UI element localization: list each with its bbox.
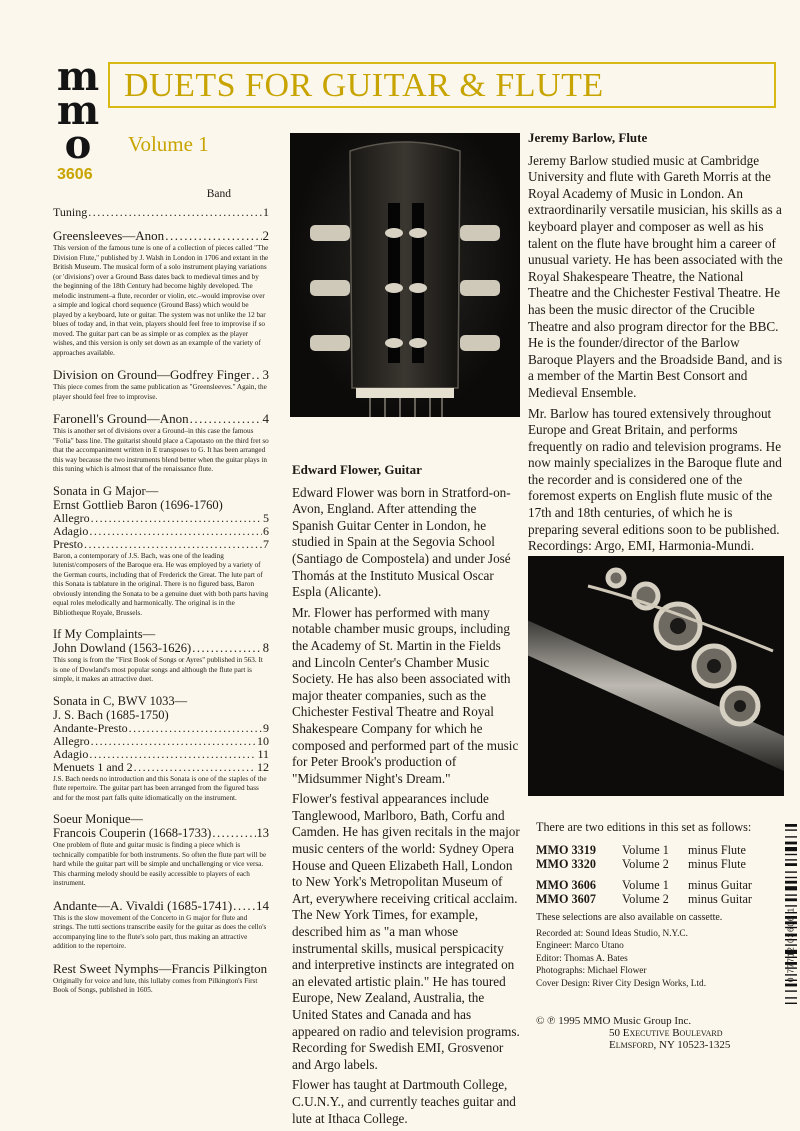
volume-label: Volume 1 [128,132,209,156]
track-number: 2 [262,228,269,243]
piece-title: If My Complaints— [53,627,156,641]
track-title: Andante—A. Vivaldi (1685-1741) [53,897,233,913]
credit-line: Editor: Thomas A. Bates [536,953,628,964]
logo-letter: m [56,87,98,134]
track-number: 12 [257,760,269,774]
title-box [108,62,776,108]
edition-code: MMO 3319 [536,843,596,857]
barlow-bio [528,130,784,559]
movement-title: Allegro [53,511,90,525]
contents-row [53,367,269,382]
band-label: Band [206,188,231,200]
mmo-logo [54,53,100,168]
track-description: Originally for voice and lute, this lullaby comes from Pilkington's First Book of Songs, published in 1605. [53,976,258,994]
bio-paragraph: Mr. Flower has performed with many notable chamber music groups, including the Academy of St. Martin in the Fields and Lincoln Center's Chamber Music Society. He has also been associated with major theater companies, such as the Chichester Festival Theatre and Royal Shakespeare Company for which he composed and performed part of the music for Peter Brook's production of "Midsummer Night's Dream." [292,604,519,786]
contents-row [53,826,269,840]
movement-title: Allegro [53,734,90,748]
edition-volume: Volume 2 [622,892,669,906]
cassette-note: These selections are also available on cassette. [536,912,723,923]
contents-list [53,188,269,996]
edition-volume: Volume 1 [622,843,669,857]
contents-row [53,411,269,426]
track-number: 10 [257,734,269,748]
piece-title: Sonata in G Major— [53,483,159,498]
track-description: This piece comes from the same publication as "Greensleeves." Again, the player should feel free to improvise. [53,383,267,401]
edition-volume: Volume 2 [622,857,669,871]
bio-heading: Jeremy Barlow, Flute [528,130,648,145]
page-title: DUETS FOR GUITAR & FLUTE [124,67,604,104]
contents-row [53,512,269,525]
bio-paragraph: Mr. Barlow has toured extensively throughout Europe and Great Britain, and performs frequently on radio and television programs. He now mainly specializes in the Baroque flute and the recorder and is considered one of the foremost experts on English flute music of the 17th and 18th centuries, of which he is preparing several editions soon to be published. Recordings: Argo, EMI, Harmonia-Mundi. [528,405,782,554]
credit-line: Cover Design: River City Design Works, Ltd. [536,978,707,989]
movement-title: Andante-Presto [53,721,128,735]
edition-desc: minus Flute [688,843,746,857]
track-number: 5 [263,511,269,525]
movement-title: Presto [53,537,83,551]
contents-row [53,641,269,655]
track-title: Division on Ground—Godfrey Finger [53,367,251,382]
publisher-address [536,1015,776,1051]
credits [536,928,776,990]
track-title: Rest Sweet Nymphs—Francis Pilkington [53,960,268,976]
edition-row [536,892,776,906]
bio-paragraph: Edward Flower was born in Stratford-on-Avon, England. After attending the Spanish Guitar Center in London, he studied in Spain at the Segovia School (Santiago de Compostela) and under José Thomás at the Instituto Musical Oscar Espla (Alicante). [292,484,511,600]
track-title: Faronell's Ground—Anon [53,411,189,426]
logo-letter: m [56,53,98,100]
credit-line: Recorded at: Sound Ideas Studio, N.Y.C. [536,929,688,939]
piece-title: Sonata in C, BWV 1033— [53,693,188,708]
track-number: 14 [256,897,269,913]
track-number: 1 [263,206,269,219]
track-description: This is the slow movement of the Concerto in G major for flute and strings. The tutti sections transcribe easily for the guitar as does the cello's accompanying line to the flute's solo part, thus making an attractive addition to the repertoire. [53,913,267,950]
edition-desc: minus Flute [688,857,746,871]
contents-row [53,735,269,748]
contents-row [53,898,269,913]
track-number: 11 [257,747,269,761]
contents-row [53,206,269,219]
track-number: 9 [263,721,269,735]
edition-row [536,857,776,871]
track-description: J.S. Bach needs no introduction and this Sonata is one of the staples of the flute repertoire. The guitar part has been arranged from the figured bass and for the most part falls quite idiomatically on the instrument. [53,774,267,802]
edition-row [536,878,776,892]
address-line: 50 Executive Boulevard [609,1027,723,1039]
track-title: Greensleeves—Anon [53,228,165,243]
track-number: 6 [263,524,269,538]
bio-paragraph: Jeremy Barlow studied music at Cambridge University and flute with Gareth Morris at the Royal Academy of Music in London. An extraordinarily versatile musician, his skills as a keyboard player and composer as well as his talent on the flute have brought him a career of unusual variety. He has been associated with the Royal Shakespeare Theatre, the National Theatre and the Chichester Festival Theatre. He has been the music director of the Crucible Theatre and also program director for the BBC. He is the founder/director of the Barlow Baroque Players and the Broadside Band, and is a member of the Martin Best Consort and Medieval Ensemble. [528,152,783,400]
edition-code: MMO 3607 [536,892,596,906]
credit-line: Engineer: Marco Utano [536,941,624,952]
track-description: One problem of flute and guitar music is finding a piece which is technically compatible for both instruments. So often the flute part will be hard while the guitar part will be simple and unchallenging or vice versa. This charming melody should be easily accessible to players of each instrument. [53,841,267,887]
edition-volume: Volume 1 [622,878,669,892]
contents-row [53,748,269,761]
track-description: This song is from the "First Book of Songs or Ayres" published in 563. It is one of Dowland's most popular songs and although the flute part is simple, it makes an attractive duet. [53,656,263,683]
barcode [783,820,799,1072]
edition-code: MMO 3606 [536,878,596,892]
flute-keys-photo [528,556,784,796]
edition-desc: minus Guitar [688,892,752,906]
piece-composer: Ernst Gottlieb Baron (1696-1760) [53,497,223,512]
barcode-digits: 0 77712 03606 1 [786,906,796,983]
contents-row [53,538,269,551]
catalog-number: 3606 [57,166,93,183]
copyright-line: © ℗ 1995 MMO Music Group Inc. [536,1015,692,1027]
piece-composer: J. S. Bach (1685-1750) [53,707,169,722]
track-title: Tuning [53,206,88,219]
bio-paragraph: Flower's festival appearances include Tanglewood, Marlboro, Bath, Corfu and Camden. He has given recitals in the major music centers of the world: Sydney Opera House and Queen Elizabeth Hall, London to New York's Metropolitan Museum of Art, everywhere receiving critical acclaim. The New York Times, for example, described him as "a man whose instrumental skills, musical perspicacity and interpretive instincts are integrated on an elevated artistic plain." He has toured Europe, New Zealand, Australia, the United States and Canada and has appeared on radio and television programs. Recording for Swedish EMI, Grosvenor and Argo labels. [292,791,520,1072]
edition-row [536,843,776,857]
bio-heading: Edward Flower, Guitar [292,462,422,477]
track-number: 8 [262,641,269,655]
bio-paragraph: Flower has taught at Dartmouth College, C.U.N.Y., and currently teaches guitar and lute at Ithaca College. [292,1077,516,1126]
contents-row [53,228,269,243]
track-number: 3 [262,367,269,382]
address-line: Elmsford, NY 10523-1325 [609,1039,731,1051]
track-description: This is another set of divisions over a Ground–in this case the famous "Folia" bass line. The guitarist should place a Capotasto on the third fret so that the accompaniment written in E transposes to G. It has been arranged this way because the two instruments blend better when the guitar plays in this tuning which is almost that of the renaissance flute. [53,427,269,473]
piece-composer: Francois Couperin (1668-1733) [53,826,212,840]
movement-title: Adagio [53,747,89,761]
piece-composer: John Dowland (1563-1626) [53,641,192,655]
contents-row [53,525,269,538]
edition-code: MMO 3320 [536,857,596,871]
track-description: This version of the famous tune is one of a collection of pieces called "The Division Flute," published by J. Walsh in London in 1706 and extant in the British Museum. The musical form of a solo instrument playing variations (or 'divisions') over a Ground Bass dates back to medieval times and by the beginning of the 18th Century had become highly developed. The melodic instrument–a flute, recorder or violin, etc.–would improvise over a simple and logical chord sequence (Ground Bass) which would be played by a keyboard, lute or guitar. The system was not unlike the 12 bar blues of today and, in that vein, players should feel free to improvise if so moved. The guitar part can be as simple or as complex as the player wishes, and this version is only set down as an example of the variety of approaches available. [53,244,269,357]
editions-table [536,820,776,923]
credit-line: Photographs: Michael Flower [536,966,647,977]
contents-row [53,761,269,774]
editions-intro: There are two editions in this set as follows: [536,820,752,834]
piece-title: Soeur Monique— [53,812,143,826]
contents-row [53,722,269,735]
edition-desc: minus Guitar [688,878,752,892]
movement-title: Adagio [53,524,89,538]
movement-title: Menuets 1 and 2 [53,760,133,774]
logo-letter: o [64,121,90,168]
track-number: 13 [256,826,269,840]
guitar-headstock-photo [290,133,520,417]
track-description: Baron, a contemporary of J.S. Bach, was one of the leading lutenist/composers of the Baroque era. He was employed by a variety of the German courts, including that of Frederick the Great. The lute part of this Sonata is tablature in the original. There is no figured bass, Baron obviously intending the Sonata to be a genuine duet with both parts having equal roles melodically and harmonically. The original is in the Bibliotheque Royale, Brussels. [53,551,269,617]
contents-row [53,961,269,976]
track-number: 4 [262,411,269,426]
track-number: 7 [263,537,269,551]
flower-bio [292,462,520,1131]
